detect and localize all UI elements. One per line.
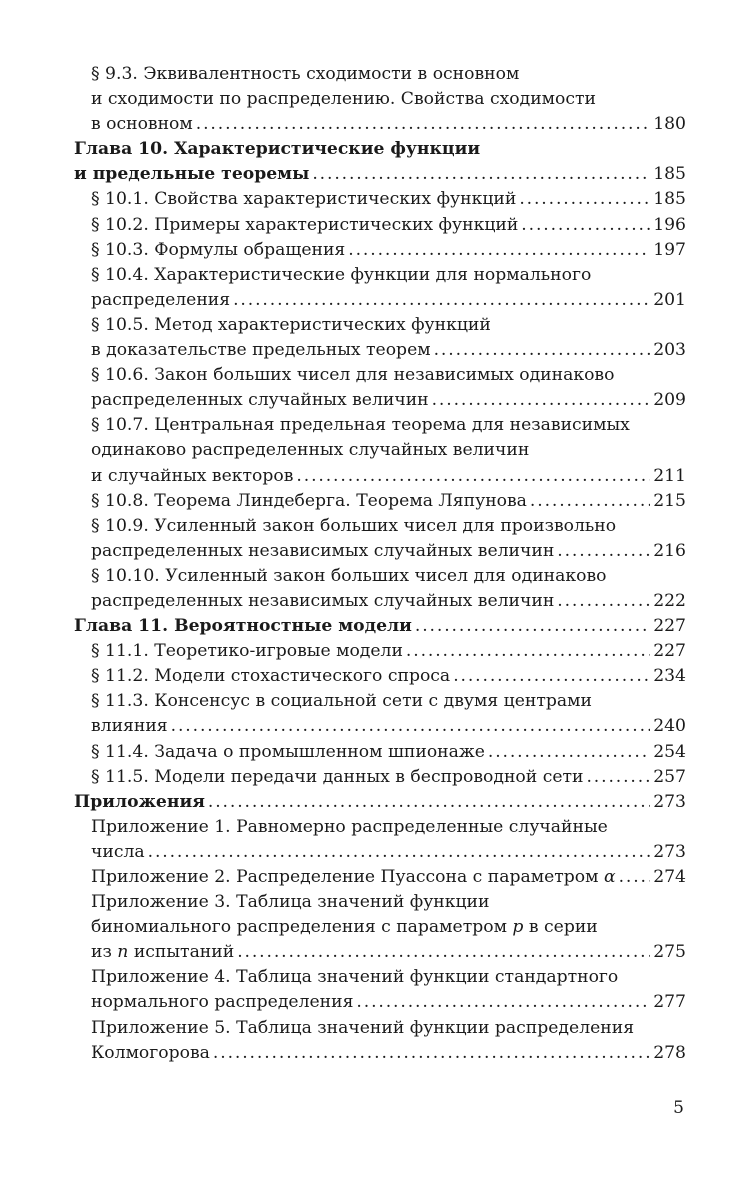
toc-entry-title-line: Глава 10. Характеристические функции xyxy=(74,139,481,160)
toc-entry-title-text: Глава 11. Вероятностные модели xyxy=(74,616,412,637)
toc-entry-title-text: § 11.5. Модели передачи данных в беспроводной сети xyxy=(91,766,584,787)
dot-leader xyxy=(557,539,650,564)
toc-entry-title-line: § 10.10. Усиленный закон больших чисел для одинаково xyxy=(91,565,607,586)
toc-section-entry[interactable] xyxy=(74,363,686,413)
toc-section-entry[interactable] xyxy=(74,664,686,689)
toc-page-number: 273 xyxy=(653,791,686,812)
toc-page-number: 274 xyxy=(653,867,686,887)
toc-entry-title-line: и сходимости по распределению. Свойства сходимости xyxy=(91,89,596,110)
toc-page-number: 203 xyxy=(653,340,686,361)
dot-leader xyxy=(237,940,650,965)
dot-leader xyxy=(233,288,650,313)
toc-page-number: 227 xyxy=(653,641,686,662)
toc-entry-title-last-line xyxy=(91,338,686,363)
toc-entry-title-line: Приложение 4. Таблица значений функции стандартного xyxy=(91,967,619,988)
toc-entry-title-text: распределенных независимых случайных величин xyxy=(91,540,555,561)
toc-entry-title-text: Приложения xyxy=(74,791,205,812)
toc-page-number: 211 xyxy=(653,465,686,486)
dot-leader xyxy=(488,740,650,765)
dot-leader xyxy=(619,865,651,890)
toc-section-entry[interactable] xyxy=(74,689,686,739)
toc-entry-title-last-line xyxy=(91,288,686,313)
toc-entry-title-last-line xyxy=(91,1041,686,1066)
dot-leader xyxy=(521,213,650,238)
dot-leader xyxy=(453,664,650,689)
toc-section-entry[interactable] xyxy=(74,489,686,514)
toc-section-entry[interactable] xyxy=(74,1016,686,1066)
math-symbol: p xyxy=(512,917,524,938)
toc-page-number: 185 xyxy=(653,164,686,185)
toc-section-entry[interactable] xyxy=(74,213,686,238)
toc-entry-title-last-line xyxy=(91,238,686,263)
toc-entry-title-text: распределенных независимых случайных величин xyxy=(91,590,555,611)
page-number: 5 xyxy=(673,1098,684,1118)
toc-entry-title-text: в основном xyxy=(91,114,193,135)
dot-leader xyxy=(356,990,650,1015)
toc-entry-title-last-line xyxy=(91,990,686,1015)
toc-page-number: 209 xyxy=(653,390,686,411)
toc-section-entry[interactable] xyxy=(74,865,686,890)
toc-entry-title-line: одинаково распределенных случайных величин xyxy=(91,440,530,461)
toc-entry-title-last-line xyxy=(74,614,686,639)
toc-entry-title-last-line xyxy=(91,388,686,413)
toc-page-number: 197 xyxy=(653,239,686,260)
toc-entry-title-last-line xyxy=(91,589,686,614)
toc-entry-title-last-line xyxy=(74,162,686,187)
toc-entry-title-text: § 10.3. Формулы обращения xyxy=(91,239,346,260)
toc-entry-title-text: § 11.4. Задача о промышленном шпионаже xyxy=(91,741,485,762)
toc-entry-title-text: распределения xyxy=(91,289,231,310)
toc-section-entry[interactable] xyxy=(74,514,686,564)
toc-entry-title-text: из n испытаний xyxy=(91,942,235,963)
dot-leader xyxy=(196,112,650,137)
toc-section-entry[interactable] xyxy=(74,238,686,263)
toc-entry-title-last-line xyxy=(74,790,686,815)
toc-entry-title-line: § 9.3. Эквивалентность сходимости в основном xyxy=(91,64,520,84)
toc-entry-title-text: § 11.1. Теоретико-игровые модели xyxy=(91,641,403,662)
toc-entry-title-last-line xyxy=(91,664,686,689)
toc-page-number: 240 xyxy=(653,716,686,737)
dot-leader xyxy=(586,765,650,790)
toc-page-number: 215 xyxy=(653,490,686,511)
dot-leader xyxy=(171,714,651,739)
dot-leader xyxy=(415,614,650,639)
toc-section-entry[interactable] xyxy=(74,890,686,965)
dot-leader xyxy=(406,639,650,664)
toc-entry-title-text: и случайных векторов xyxy=(91,465,294,486)
math-symbol: n xyxy=(117,942,129,963)
toc-entry-title-line: § 10.9. Усиленный закон больших чисел для произвольно xyxy=(91,515,617,536)
dot-leader xyxy=(213,1041,650,1066)
toc-entry-title-text: распределенных случайных величин xyxy=(91,390,429,411)
toc-entry-title-last-line xyxy=(91,489,686,514)
dot-leader xyxy=(348,238,650,263)
toc-page-number: 222 xyxy=(653,590,686,611)
toc-entry-title-last-line xyxy=(91,187,686,212)
toc-page-number: 227 xyxy=(653,616,686,637)
toc-entry-title-text: § 10.8. Теорема Линдеберга. Теорема Ляпунова xyxy=(91,490,527,511)
toc-entry-title-last-line xyxy=(91,112,686,137)
toc-section-entry[interactable] xyxy=(74,965,686,1015)
toc-page-number: 254 xyxy=(653,741,686,762)
toc-chapter-entry[interactable] xyxy=(74,614,686,639)
toc-entry-title-line: § 11.3. Консенсус в социальной сети с двумя центрами xyxy=(91,691,592,712)
dot-leader xyxy=(434,338,651,363)
toc-page-number: 180 xyxy=(653,114,686,135)
dot-leader xyxy=(148,840,651,865)
math-symbol: α xyxy=(603,867,616,887)
dot-leader xyxy=(530,489,650,514)
toc-entry-title-line: биномиального распределения с параметром p в серии xyxy=(91,917,598,938)
toc-entry-title-line: § 10.4. Характеристические функции для нормального xyxy=(91,264,592,285)
toc-entry-title-line: Приложение 1. Равномерно распределенные случайные xyxy=(91,816,608,837)
toc-chapter-entry[interactable] xyxy=(74,790,686,815)
toc-page-number: 278 xyxy=(653,1042,686,1063)
toc-entry-title-line: § 10.6. Закон больших чисел для независимых одинаково xyxy=(91,365,615,386)
toc-entry-title-text: § 11.2. Модели стохастического спроса xyxy=(91,666,451,687)
toc-entry-title-text: в доказательстве предельных теорем xyxy=(91,340,431,361)
toc-entry-title-text: числа xyxy=(91,841,145,862)
toc-page-number: 234 xyxy=(653,666,686,687)
toc-page-number: 275 xyxy=(653,942,686,963)
toc-entry-title-text: нормального распределения xyxy=(91,992,354,1013)
toc-section-entry[interactable] xyxy=(74,62,686,137)
toc-section-entry[interactable] xyxy=(74,187,686,212)
toc-page-number: 273 xyxy=(653,841,686,862)
toc-section-entry[interactable] xyxy=(74,740,686,765)
toc-entry-title-text: и предельные теоремы xyxy=(74,164,310,185)
toc-entry-title-last-line xyxy=(91,840,686,865)
toc-entry-title-text: § 10.1. Свойства характеристических функций xyxy=(91,189,517,210)
toc-entry-title-last-line xyxy=(91,539,686,564)
toc-entry-title-last-line xyxy=(91,464,686,489)
toc-entry-title-last-line xyxy=(91,714,686,739)
toc-section-entry[interactable] xyxy=(74,639,686,664)
toc-entry-title-line: Приложение 3. Таблица значений функции xyxy=(91,892,490,913)
dot-leader xyxy=(312,162,650,187)
toc-page-number: 185 xyxy=(653,189,686,210)
toc-entry-title-line: § 10.5. Метод характеристических функций xyxy=(91,314,491,335)
toc-section-entry[interactable] xyxy=(74,564,686,614)
toc-section-entry[interactable] xyxy=(74,413,686,488)
toc-section-entry[interactable] xyxy=(74,313,686,363)
toc-page-number: 196 xyxy=(653,214,686,235)
toc-entry-title-last-line xyxy=(91,865,686,890)
dot-leader xyxy=(519,187,650,212)
table-of-contents xyxy=(74,62,686,1066)
toc-entry-title-line: Приложение 5. Таблица значений функции распределения xyxy=(91,1017,635,1038)
toc-section-entry[interactable] xyxy=(74,765,686,790)
dot-leader xyxy=(432,388,651,413)
toc-chapter-entry[interactable] xyxy=(74,137,686,187)
toc-entry-title-text: Колмогорова xyxy=(91,1042,210,1063)
toc-entry-title-text: § 10.2. Примеры характеристических функций xyxy=(91,214,519,235)
toc-section-entry[interactable] xyxy=(74,815,686,865)
toc-page-number: 257 xyxy=(653,766,686,787)
toc-page-number: 277 xyxy=(653,992,686,1013)
toc-page-number: 216 xyxy=(653,540,686,561)
toc-entry-title-last-line xyxy=(91,639,686,664)
toc-entry-title-line: § 10.7. Центральная предельная теорема для независимых xyxy=(91,415,630,436)
toc-entry-title-last-line xyxy=(91,740,686,765)
toc-entry-title-last-line xyxy=(91,765,686,790)
toc-entry-title-text: Приложение 2. Распределение Пуассона с параметром α xyxy=(91,867,616,887)
toc-section-entry[interactable] xyxy=(74,263,686,313)
toc-entry-title-text: влияния xyxy=(91,716,168,737)
dot-leader xyxy=(557,589,650,614)
dot-leader xyxy=(208,790,650,815)
toc-entry-title-last-line xyxy=(91,213,686,238)
dot-leader xyxy=(296,464,650,489)
toc-entry-title-last-line xyxy=(91,940,686,965)
toc-page-number: 201 xyxy=(653,289,686,310)
